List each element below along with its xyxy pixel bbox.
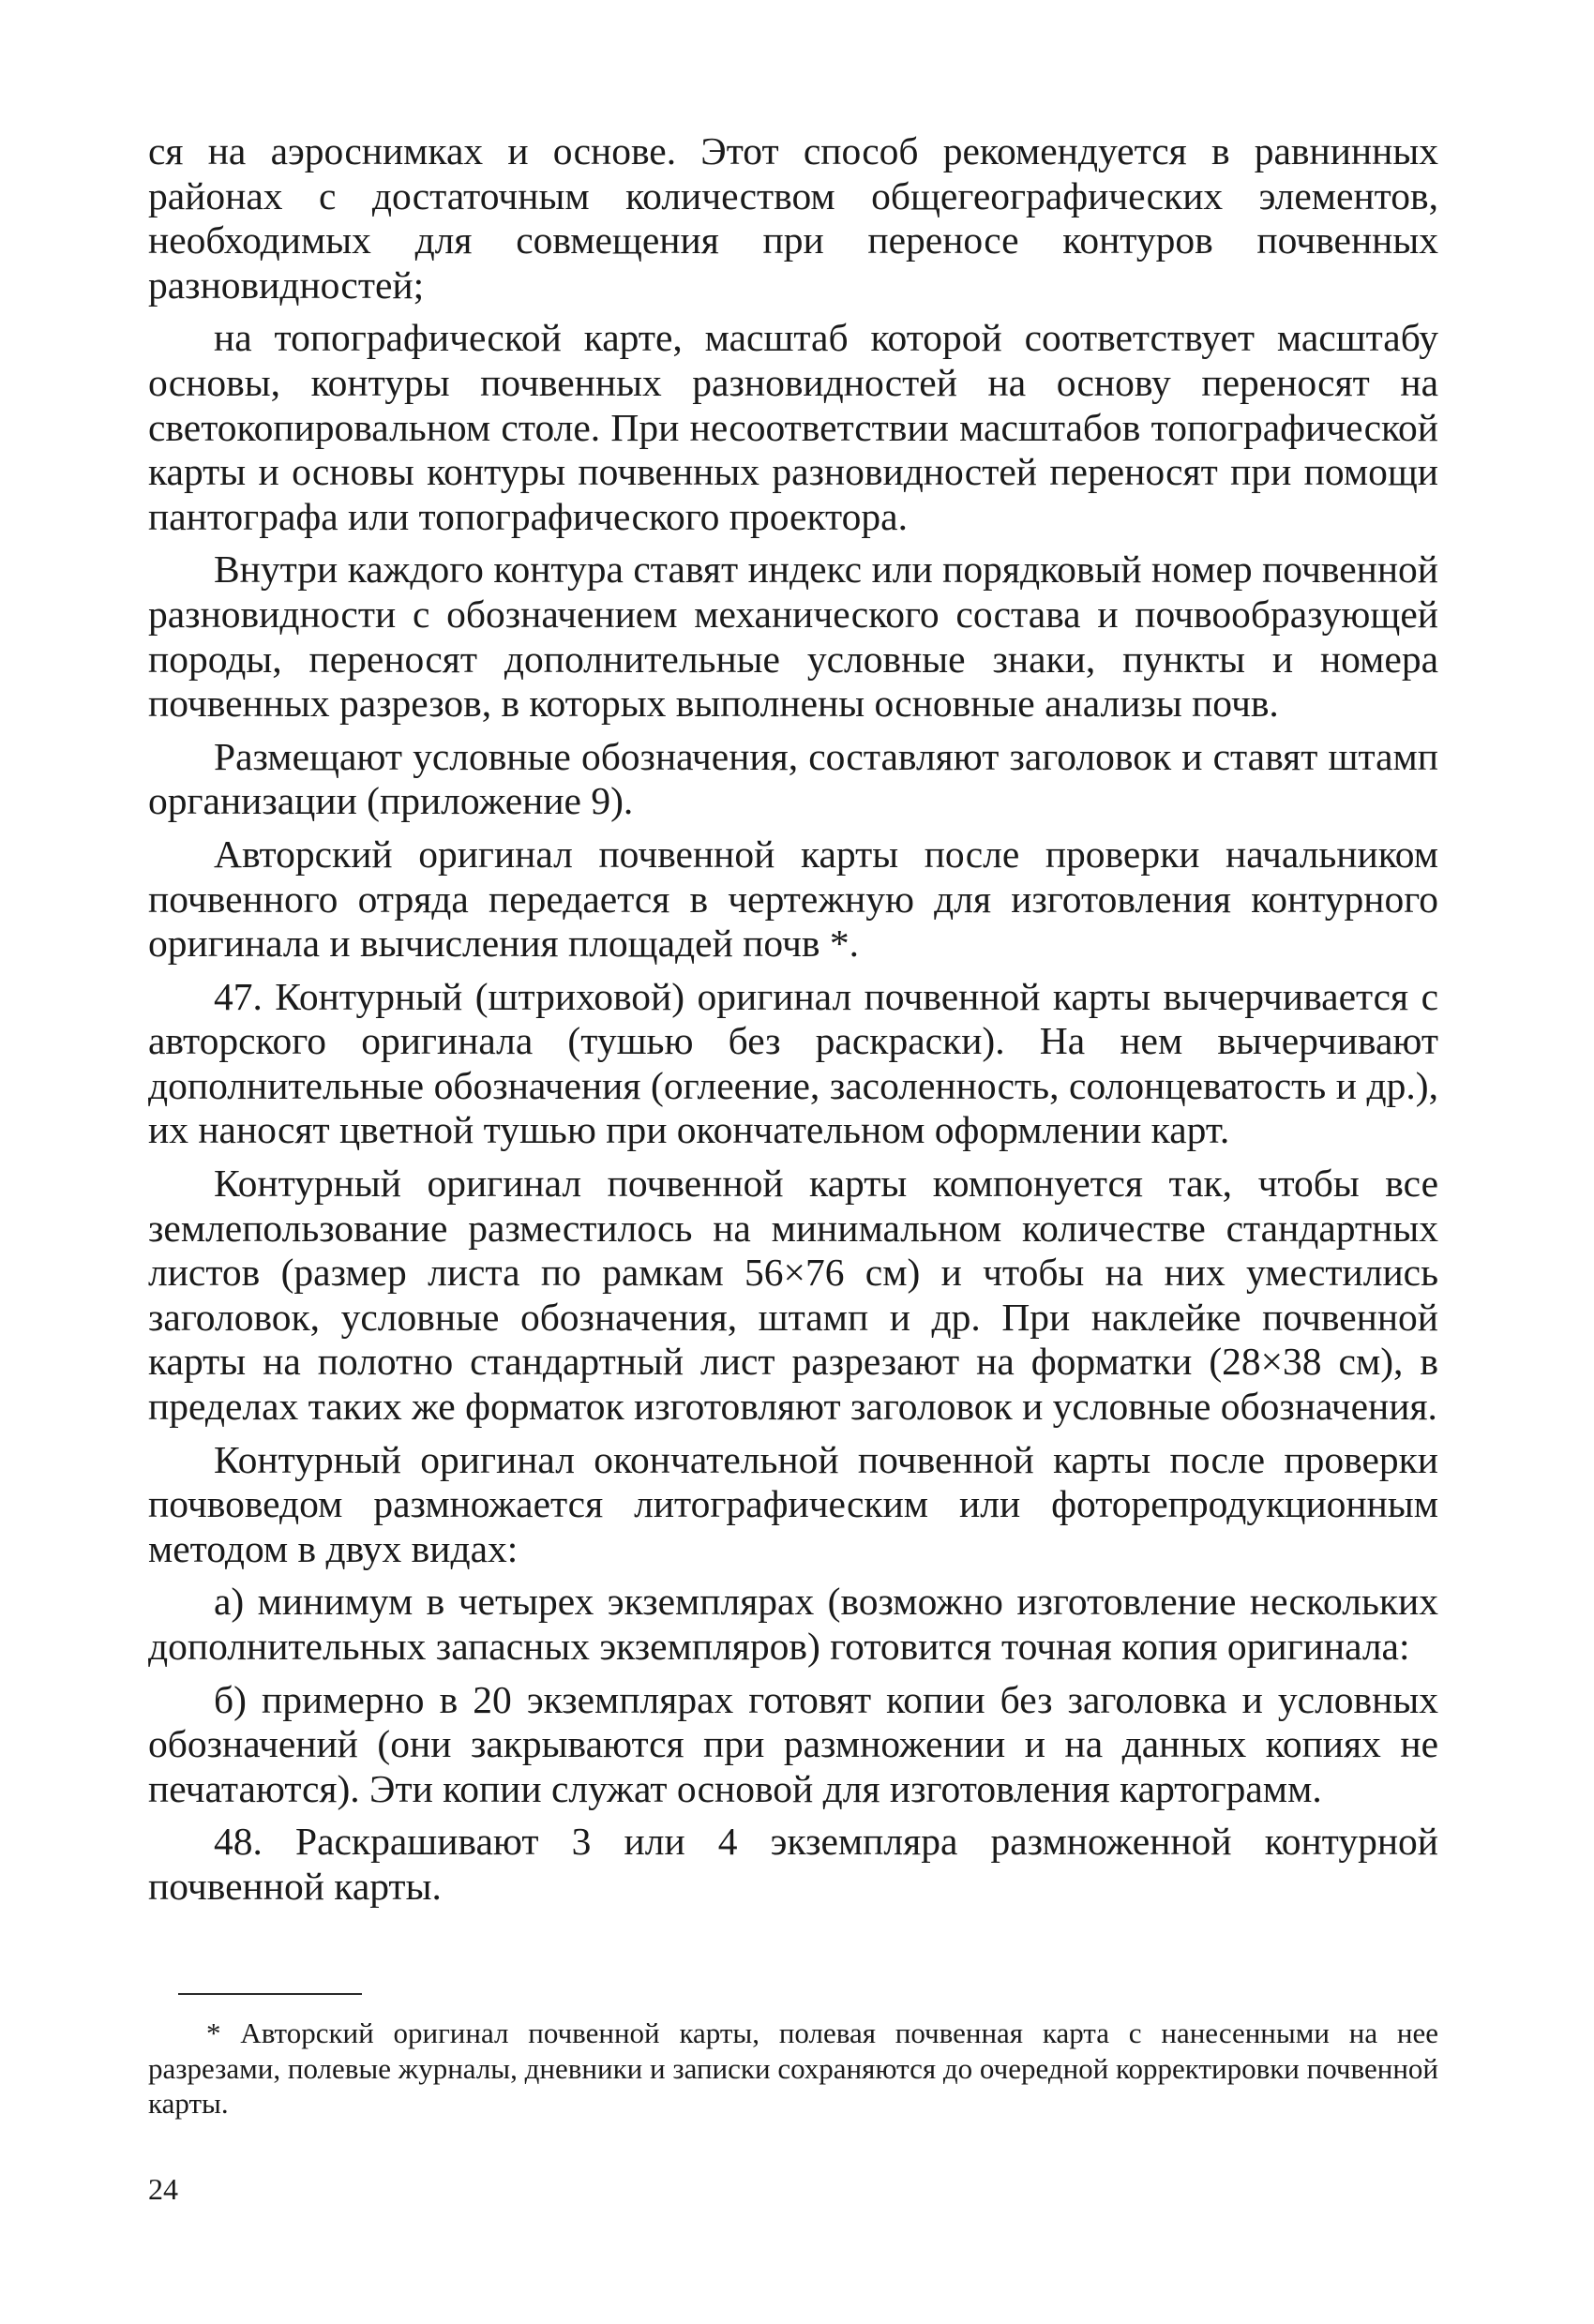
list-item-a: а) минимум в четырех экземплярах (возможно изготовление нескольких дополнительных запасных экземпляров) готовится точная копия оригинала:: [148, 1580, 1438, 1668]
footnote: * Авторский оригинал почвенной карты, полевая почвенная карта с нанесенными на нее разрезами, полевые журналы, дневники и записки сохраняются до очередной корректировки почвенной карты.: [148, 2017, 1438, 2120]
paragraph-section-48: 48. Раскрашивают 3 или 4 экземпляра размноженной контурной почвенной карты.: [148, 1820, 1438, 1908]
paragraph-section-47: 47. Контурный (штриховой) оригинал почвенной карты вычерчивается с авторского оригинала (тушью без раскраски). На нем вычерчивают дополнительные обозначения (оглеение, засоленность, солонцеватость и др.), их наносят цветной тушью при окончательном оформлении карт.: [148, 974, 1438, 1152]
paragraph-contour-index: Внутри каждого контура ставят индекс или порядковый номер почвенной разновидности с обозначением механического состава и почвообразующей породы, переносят дополнительные условные знаки, пункты и номера почвенных разрезов, в которых выполнены основные анализы почв.: [148, 547, 1438, 726]
paragraph-contour-layout: Контурный оригинал почвенной карты компонуется так, чтобы все землепользование разместилось на минимальном количестве стандартных листов (размер листа по рамкам 56×76 см) и чтобы на них уместились заголовок, условные обозначения, штамп и др. При наклейке почвенной карты на полотно стандартный лист разрезают на форматки (28×38 см), в пределах таких же форматок изготовляют заголовок и условные обозначения.: [148, 1162, 1438, 1429]
paragraph-topographic-map: на топографической карте, масштаб которой соответствует масштабу основы, контуры почвенных разновидностей на основу переносят на светокопировальном столе. При несоответствии масштабов топографической карты и основы контуры почвенных разновидностей переносят при помощи пантографа или топографического проектора.: [148, 316, 1438, 538]
paragraph-author-original: Авторский оригинал почвенной карты после проверки начальником почвенного отряда передается в чертежную для изготовления контурного оригинала и вычисления площадей почв *.: [148, 832, 1438, 966]
footnote-divider: [178, 1993, 362, 1995]
list-item-b: б) примерно в 20 экземплярах готовят копии без заголовка и условных обозначений (они закрываются при размножении и на данных копиях не печатаются). Эти копии служат основой для изготовления картограмм.: [148, 1677, 1438, 1810]
page-number: 24: [148, 2172, 178, 2206]
page-body: [148, 129, 1438, 1918]
main-text: [148, 129, 1438, 1910]
paragraph-legend-title-stamp: Размещают условные обозначения, составляют заголовок и ставят штамп организации (приложение 9).: [148, 734, 1438, 823]
paragraph-continuation: ся на аэроснимках и основе. Этот способ рекомендуется в равнинных районах с достаточным количеством общегеографических элементов, необходимых для совмещения при переносе контуров почвенных разновидностей;: [148, 129, 1438, 307]
paragraph-reproduction: Контурный оригинал окончательной почвенной карты после проверки почвоведом размножается литографическим или фоторепродукционным методом в двух видах:: [148, 1437, 1438, 1570]
